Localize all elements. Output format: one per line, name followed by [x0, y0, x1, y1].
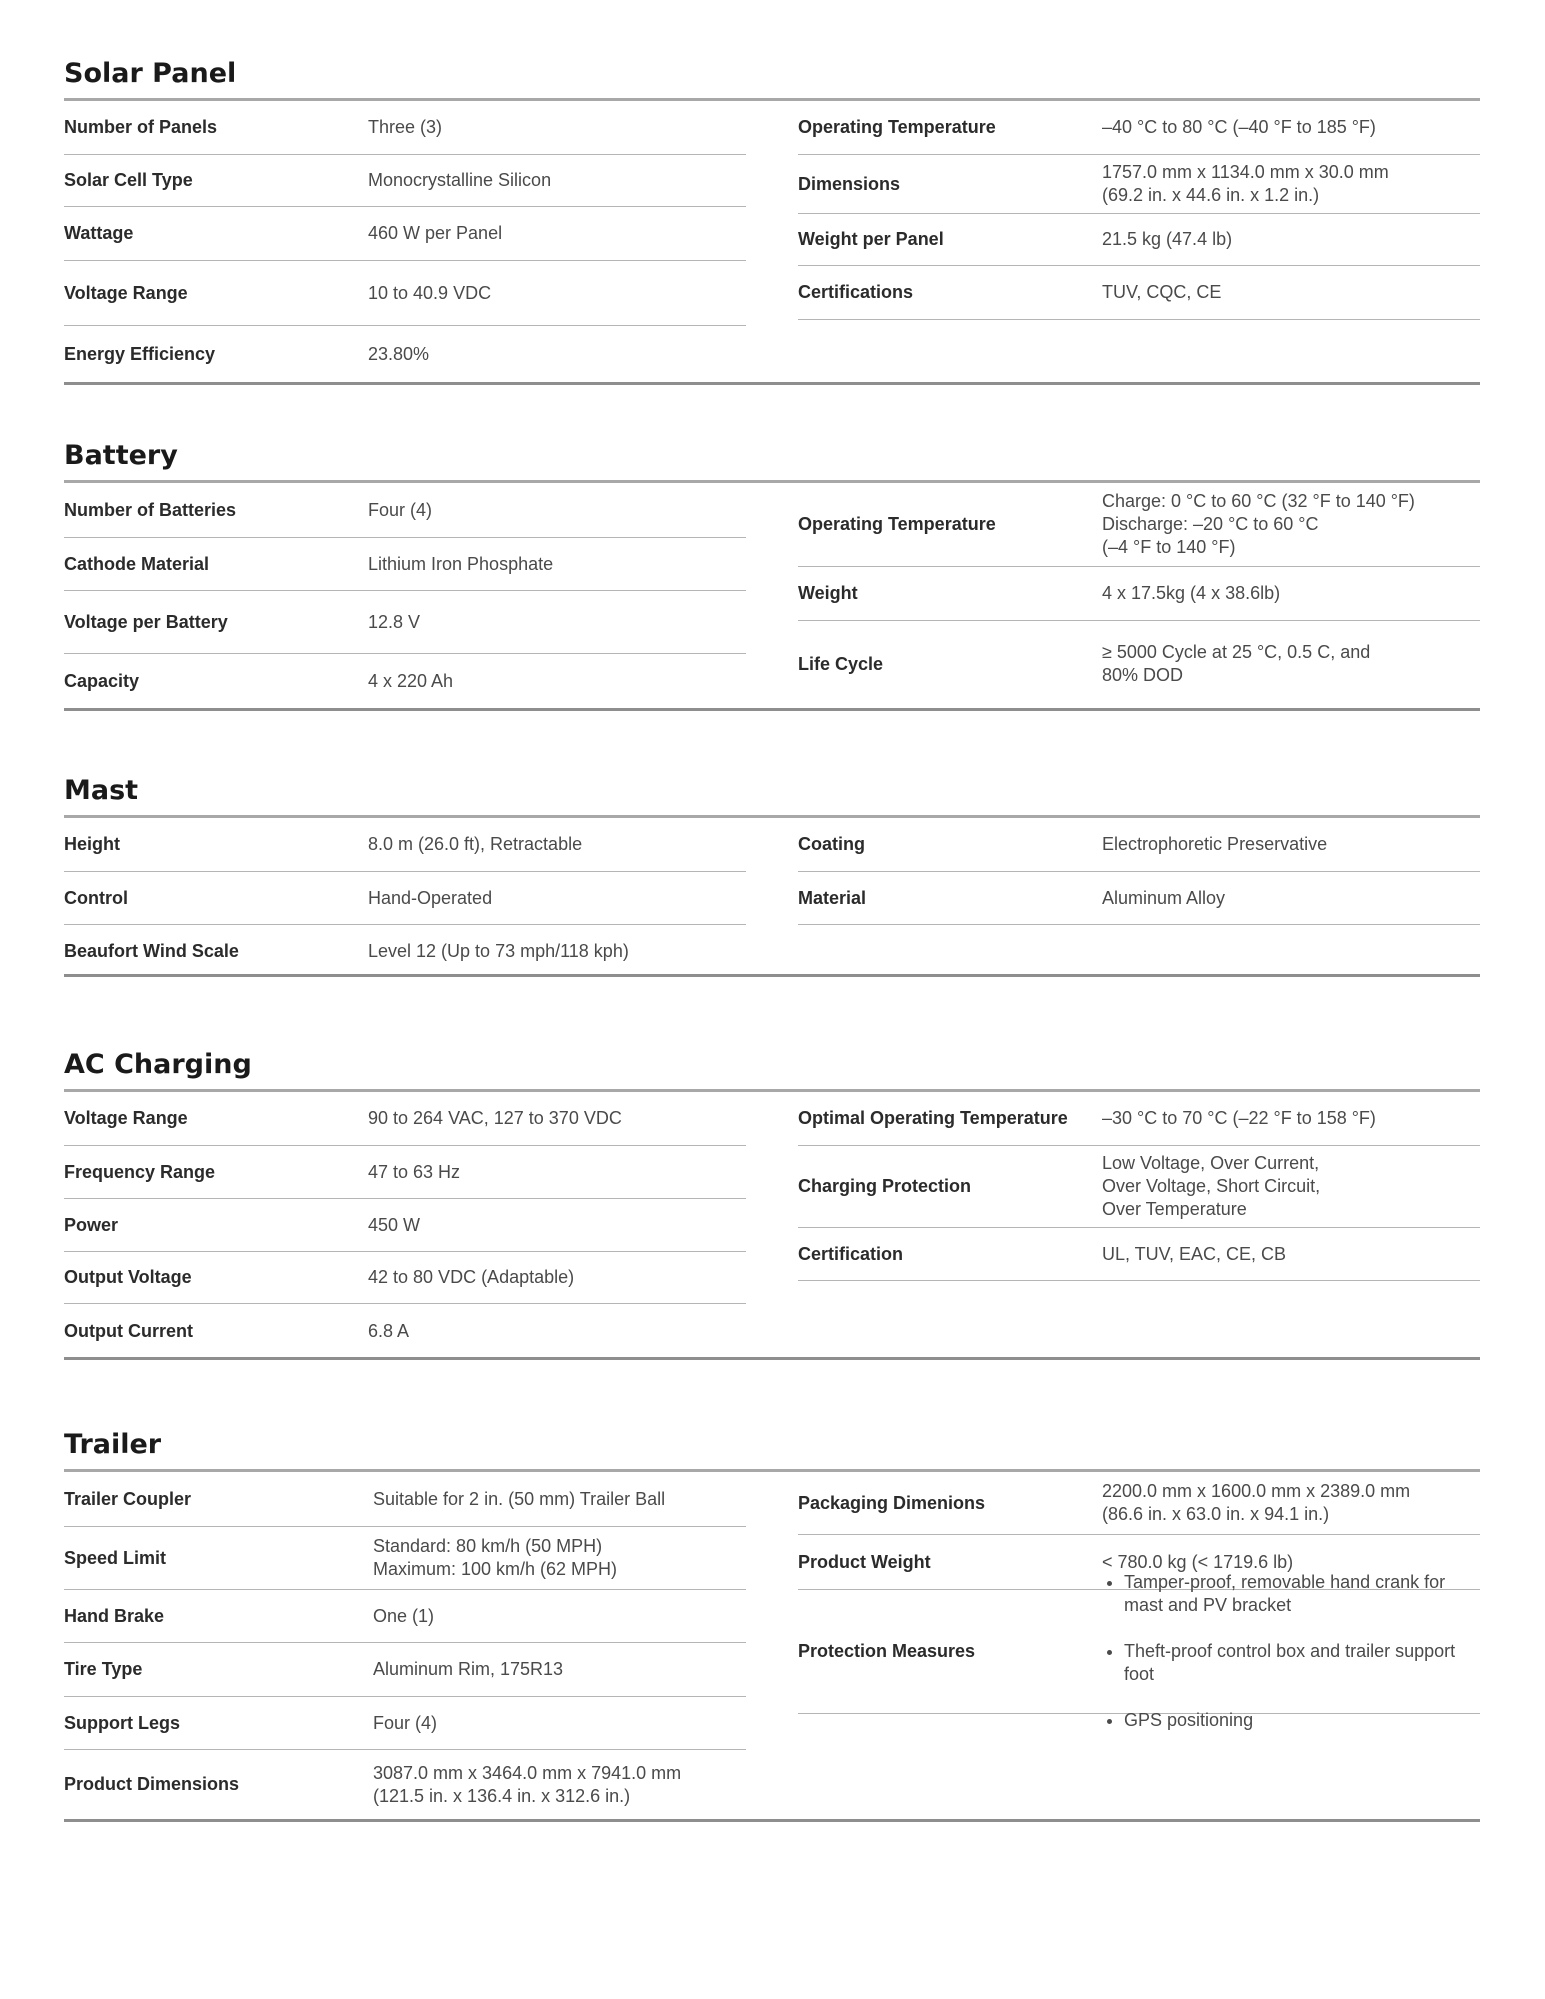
spec-value: 23.80%	[368, 343, 430, 364]
spec-row	[64, 1472, 746, 1527]
spec-label: Speed Limit	[64, 1547, 167, 1568]
spec-value: Suitable for 2 in. (50 mm) Trailer Ball	[373, 1488, 666, 1509]
left-column	[64, 101, 746, 382]
spec-row	[64, 654, 746, 708]
spec-row	[64, 1527, 746, 1590]
section-ac-charging	[64, 1051, 1480, 1371]
section-title: Trailer	[64, 1429, 162, 1460]
spec-row	[798, 872, 1480, 925]
spec-label: Life Cycle	[798, 653, 884, 674]
spec-label: Solar Cell Type	[64, 170, 193, 190]
spec-label: Protection Measures	[798, 1641, 976, 1661]
spec-label: Voltage Range	[64, 282, 188, 303]
spec-value: –30 °C to 70 °C (–22 °F to 158 °F)	[1102, 1108, 1376, 1128]
spec-value: 4 x 17.5kg (4 x 38.6lb)	[1102, 583, 1281, 603]
list-item: • GPS positioning	[1124, 1709, 1480, 1732]
spec-row	[798, 101, 1480, 155]
spec-label: Coating	[798, 834, 865, 854]
spec-label: Output Current	[64, 1321, 193, 1341]
spec-row	[798, 155, 1480, 214]
spec-value: 90 to 264 VAC, 127 to 370 VDC	[368, 1108, 622, 1128]
spec-row	[64, 1643, 746, 1697]
spec-label: Frequency Range	[64, 1161, 216, 1182]
spec-value: 47 to 63 Hz	[368, 1161, 461, 1182]
spec-label: Tire Type	[64, 1659, 143, 1679]
spec-value: < 780.0 kg (< 1719.6 lb)	[1102, 1551, 1294, 1572]
spec-value: 12.8 V	[368, 611, 421, 632]
section-bottom-rule	[64, 382, 1480, 385]
spec-value: Level 12 (Up to 73 mph/118 kph)	[368, 940, 629, 961]
spec-row	[64, 155, 746, 207]
spec-label: Wattage	[64, 223, 134, 243]
spec-row	[798, 1572, 1480, 1730]
spec-row	[64, 1697, 746, 1750]
spec-value: 42 to 80 VDC (Adaptable)	[368, 1267, 575, 1287]
spec-value: Four (4)	[368, 499, 433, 520]
spec-row	[64, 538, 746, 591]
spec-value: 450 W	[368, 1214, 421, 1235]
spec-row	[64, 872, 746, 925]
spec-row	[798, 1146, 1480, 1228]
spec-row	[798, 266, 1480, 320]
section-trailer	[64, 1431, 1480, 1831]
spec-row	[64, 818, 746, 872]
spec-value: 8.0 m (26.0 ft), Retractable	[368, 834, 583, 854]
section-title: Solar Panel	[64, 58, 237, 89]
spec-value: ≥ 5000 Cycle at 25 °C, 0.5 C, and 80% DOD	[1102, 642, 1371, 685]
spec-row	[64, 925, 746, 977]
section-solar-panel	[64, 60, 1480, 390]
spec-row	[798, 621, 1480, 707]
spec-label: Product Dimensions	[64, 1774, 240, 1794]
spec-row	[64, 326, 746, 382]
right-column	[798, 1472, 1480, 1730]
spec-row	[64, 1199, 746, 1252]
list-item: • Theft-proof control box and trailer support foot	[1124, 1640, 1480, 1686]
spec-label: Weight per Panel	[798, 229, 944, 249]
spec-value: Low Voltage, Over Current, Over Voltage, Short Circuit, Over Temperature	[1102, 1153, 1321, 1219]
right-column	[798, 1092, 1480, 1281]
section-bottom-rule	[64, 974, 1480, 977]
spec-label: Hand Brake	[64, 1605, 165, 1626]
section-bottom-rule	[64, 1819, 1480, 1822]
spec-row	[64, 1750, 746, 1819]
spec-label: Certifications	[798, 282, 914, 302]
spec-label: Trailer Coupler	[64, 1488, 192, 1509]
spec-value: 460 W per Panel	[368, 223, 503, 243]
spec-value: Electrophoretic Preservative	[1102, 834, 1328, 854]
right-column	[798, 818, 1480, 925]
spec-value	[1102, 1525, 1480, 1778]
spec-row	[64, 261, 746, 326]
spec-label: Material	[798, 887, 867, 908]
spec-row	[64, 1146, 746, 1199]
section-title: Mast	[64, 775, 139, 806]
spec-row	[64, 1252, 746, 1304]
spec-label: Optimal Operating Temperature	[798, 1108, 1068, 1128]
spec-value: TUV, CQC, CE	[1102, 282, 1222, 302]
spec-row	[64, 591, 746, 654]
spec-label: Control	[64, 887, 128, 908]
spec-value: Hand-Operated	[368, 887, 493, 908]
spec-value: Aluminum Alloy	[1102, 887, 1226, 908]
spec-label: Energy Efficiency	[64, 343, 216, 364]
spec-value: Monocrystalline Silicon	[368, 170, 552, 190]
spec-label: Voltage per Battery	[64, 611, 228, 632]
spec-label: Product Weight	[798, 1551, 931, 1572]
right-column	[798, 101, 1480, 320]
spec-value: 10 to 40.9 VDC	[368, 282, 492, 303]
spec-label: Dimensions	[798, 173, 901, 194]
spec-label: Capacity	[64, 670, 140, 691]
spec-value: –40 °C to 80 °C (–40 °F to 185 °F)	[1102, 117, 1376, 137]
spec-row	[64, 1092, 746, 1146]
section-title: Battery	[64, 440, 178, 471]
spec-value: UL, TUV, EAC, CE, CB	[1102, 1243, 1287, 1264]
spec-value: Charge: 0 °C to 60 °C (32 °F to 140 °F) Discharge: –20 °C to 60 °C (–4 °F to 140 °F)	[1102, 491, 1415, 557]
spec-row	[64, 1590, 746, 1643]
right-column	[798, 483, 1480, 707]
spec-value: Aluminum Rim, 175R13	[373, 1659, 564, 1679]
spec-row	[64, 101, 746, 155]
spec-label: Certification	[798, 1243, 904, 1264]
spec-value: 2200.0 mm x 1600.0 mm x 2389.0 mm (86.6 in. x 63.0 in. x 94.1 in.)	[1102, 1481, 1411, 1524]
spec-label: Support Legs	[64, 1712, 180, 1733]
spec-row	[798, 1092, 1480, 1146]
section-title: AC Charging	[64, 1049, 252, 1080]
section-mast	[64, 777, 1480, 987]
spec-value: One (1)	[373, 1605, 435, 1626]
left-column	[64, 1472, 746, 1819]
spec-label: Voltage Range	[64, 1108, 188, 1128]
left-column	[64, 483, 746, 708]
spec-label: Number of Panels	[64, 117, 218, 137]
spec-row	[798, 567, 1480, 621]
section-bottom-rule	[64, 708, 1480, 711]
spec-value: Four (4)	[373, 1712, 438, 1733]
spec-label: Packaging Dimenions	[798, 1492, 986, 1513]
spec-label: Operating Temperature	[798, 514, 996, 534]
protection-measures-list	[1102, 1548, 1480, 1755]
spec-label: Beaufort Wind Scale	[64, 940, 239, 961]
spec-value: 6.8 A	[368, 1321, 410, 1341]
spec-label: Height	[64, 834, 120, 854]
spec-label: Operating Temperature	[798, 117, 996, 137]
spec-row	[64, 483, 746, 538]
spec-label: Charging Protection	[798, 1176, 972, 1196]
spec-value: 21.5 kg (47.4 lb)	[1102, 229, 1233, 249]
spec-row	[798, 483, 1480, 567]
spec-value: Three (3)	[368, 117, 443, 137]
spec-value: 4 x 220 Ah	[368, 670, 454, 691]
spec-value: Standard: 80 km/h (50 MPH) Maximum: 100 km/h (62 MPH)	[373, 1536, 618, 1579]
list-item: • Tamper-proof, removable hand crank for mast and PV bracket	[1124, 1571, 1480, 1617]
spec-row	[64, 207, 746, 261]
spec-value: 1757.0 mm x 1134.0 mm x 30.0 mm (69.2 in. x 44.6 in. x 1.2 in.)	[1102, 162, 1389, 205]
left-column	[64, 1092, 746, 1359]
spec-label: Power	[64, 1214, 119, 1235]
spec-label: Cathode Material	[64, 553, 210, 574]
spec-row	[798, 818, 1480, 872]
spec-row	[798, 214, 1480, 266]
spec-row	[64, 1304, 746, 1359]
spec-label: Number of Batteries	[64, 499, 237, 520]
section-bottom-rule	[64, 1357, 1480, 1360]
spec-value: Lithium Iron Phosphate	[368, 553, 554, 574]
spec-row	[798, 1228, 1480, 1281]
spec-label: Output Voltage	[64, 1267, 192, 1287]
spec-value: 3087.0 mm x 3464.0 mm x 7941.0 mm (121.5 in. x 136.4 in. x 312.6 in.)	[373, 1762, 682, 1806]
spec-label: Weight	[798, 583, 858, 603]
left-column	[64, 818, 746, 977]
section-battery	[64, 442, 1480, 712]
